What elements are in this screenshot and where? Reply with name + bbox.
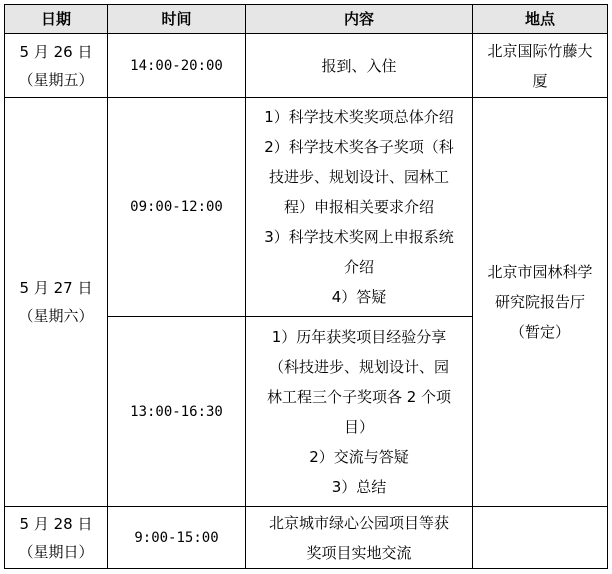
content-line: 2）科学技术奖各子奖项（科 [264,138,454,156]
location-cell [473,507,608,569]
time-cell [108,317,246,507]
date-cell [5,34,108,98]
location-line: 研究院报告厅 [494,293,585,311]
location-line: 北京市园林科学 [487,263,593,281]
content-line: 技进步、规划设计、园林工 [268,168,449,186]
time-cell [108,507,246,569]
date-text: 5 月 28 日 [19,514,93,533]
location-cell [473,34,608,98]
table-row [5,34,608,98]
content-line: 介绍 [343,258,374,276]
content-line: 程）申报相关要求介绍 [283,198,434,216]
content-line: 4）答疑 [331,288,387,306]
date-text: 5 月 27 日 [19,279,93,297]
content-line: 1）历年获奖项目经验分享 [271,327,447,346]
date-text: 5 月 26 日 [19,42,93,61]
header-date: 日期 [5,5,108,34]
date-cell [5,98,108,507]
table-row [5,98,608,317]
location-cell [473,98,608,507]
time-text: 9:00-15:00 [134,529,219,546]
content-line: 北京城市绿心公园项目等获 [268,513,449,532]
location-line: （暂定） [509,323,570,341]
time-text: 14:00-20:00 [130,57,223,74]
content-line: 3）科学技术奖网上申报系统 [264,228,454,246]
header-location: 地点 [473,5,608,34]
content-line: 目） [343,417,374,436]
content-cell [246,98,473,317]
content-line: 奖项目实地交流 [306,543,412,562]
table-row [5,507,608,569]
time-cell [108,98,246,317]
location-line: 北京国际竹藤大 [487,41,593,60]
weekday-text: （星期六） [18,307,94,325]
content-cell [246,317,473,507]
header-time: 时间 [108,5,246,34]
content-cell [246,34,473,98]
content-line: 2）交流与答疑 [309,447,409,466]
content-line: 3）总结 [331,477,387,496]
content-line: （科技进步、规划设计、园 [268,357,449,376]
schedule-table [4,4,608,569]
time-text: 13:00-16:30 [130,403,223,420]
content-line: 1）科学技术奖奖项总体介绍 [264,108,454,126]
header-row [5,5,608,34]
time-text: 09:00-12:00 [130,199,223,215]
time-cell [108,34,246,98]
date-cell [5,507,108,569]
location-line: 厦 [532,71,548,90]
weekday-text: （星期五） [18,70,94,89]
content-line: 报到、入住 [321,56,397,75]
content-cell [246,507,473,569]
weekday-text: （星期日） [18,542,94,561]
content-line: 林工程三个子奖项各 2 个项 [266,387,452,406]
header-content: 内容 [246,5,473,34]
